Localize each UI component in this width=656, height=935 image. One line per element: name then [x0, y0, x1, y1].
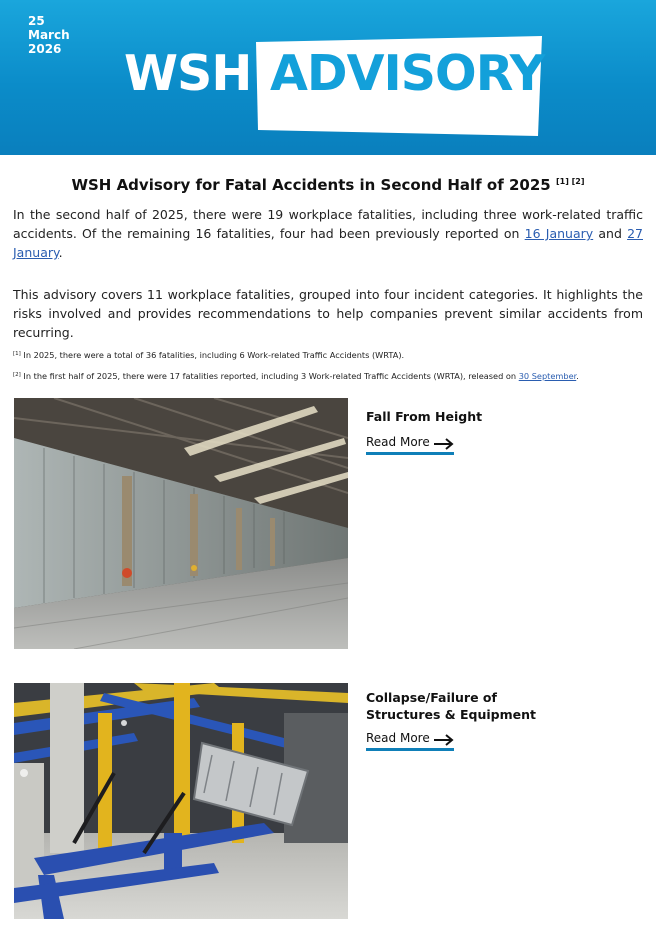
- footnote-2: [13, 371, 653, 381]
- footnote-1-ref: [1]: [13, 351, 21, 357]
- card-title-collapse-failure[interactable]: [366, 689, 536, 723]
- read-more-button-1[interactable]: [366, 435, 454, 455]
- link-30-september[interactable]: 30 September: [518, 371, 577, 381]
- card-title-line-1: Collapse/Failure of: [366, 690, 497, 705]
- footnote-1: [13, 350, 653, 360]
- footnote-2-ref: [2]: [13, 372, 21, 378]
- collapse-failure-photo[interactable]: [14, 683, 348, 919]
- read-more-label-1: Read More: [366, 435, 430, 449]
- date-year: 2026: [28, 42, 62, 56]
- intro-and: and: [593, 226, 628, 241]
- footnote-1-text: In 2025, there were a total of 36 fatalities, including 6 Work-related Traffic Accidents (WRTA).: [20, 350, 405, 360]
- title-text: WSH Advisory for Fatal Accidents in Second Half of 2025: [71, 176, 551, 194]
- footnote-2-end: .: [576, 371, 579, 381]
- intro-end: .: [58, 245, 63, 260]
- brand-wsh: WSH: [124, 45, 252, 102]
- brand-advisory-box: [256, 36, 545, 136]
- issue-date: [28, 14, 70, 56]
- card-title-fall-from-height[interactable]: Fall From Height: [366, 409, 483, 424]
- header-banner: [0, 0, 656, 155]
- date-day: 25: [28, 14, 45, 28]
- date-month: March: [28, 28, 70, 42]
- fall-from-height-photo[interactable]: [14, 398, 348, 649]
- read-more-label-2: Read More: [366, 731, 430, 745]
- link-16-january[interactable]: 16 January: [524, 226, 594, 241]
- equipment-image: [14, 683, 348, 919]
- warehouse-image: [14, 398, 348, 649]
- page-title: [0, 176, 656, 194]
- card-title-line-2: Structures & Equipment: [366, 707, 537, 722]
- brand-advisory: ADVISORY: [270, 45, 545, 102]
- arrow-right-icon: [434, 438, 454, 450]
- read-more-button-2[interactable]: [366, 731, 454, 751]
- footnote-2-text: In the first half of 2025, there were 17 fatalities reported, including 3 Work-related Traffic Accidents (WRTA), released on: [20, 371, 519, 381]
- coverage-paragraph: This advisory covers 11 workplace fatalities, grouped into four incident categories. It highlights the risks involved and provides recommendations to help companies prevent similar accidents from recurring.: [13, 287, 643, 340]
- intro-text: In the second half of 2025, there were 19 workplace fatalities, including three work-related traffic accidents. Of the remaining 16 fatalities, four had been previously reported on: [13, 207, 643, 241]
- intro-paragraph: [13, 205, 643, 262]
- link-27-january[interactable]: 27 January: [13, 226, 643, 260]
- arrow-right-icon: [434, 734, 454, 746]
- title-footnote-refs: [1] [2]: [555, 177, 585, 186]
